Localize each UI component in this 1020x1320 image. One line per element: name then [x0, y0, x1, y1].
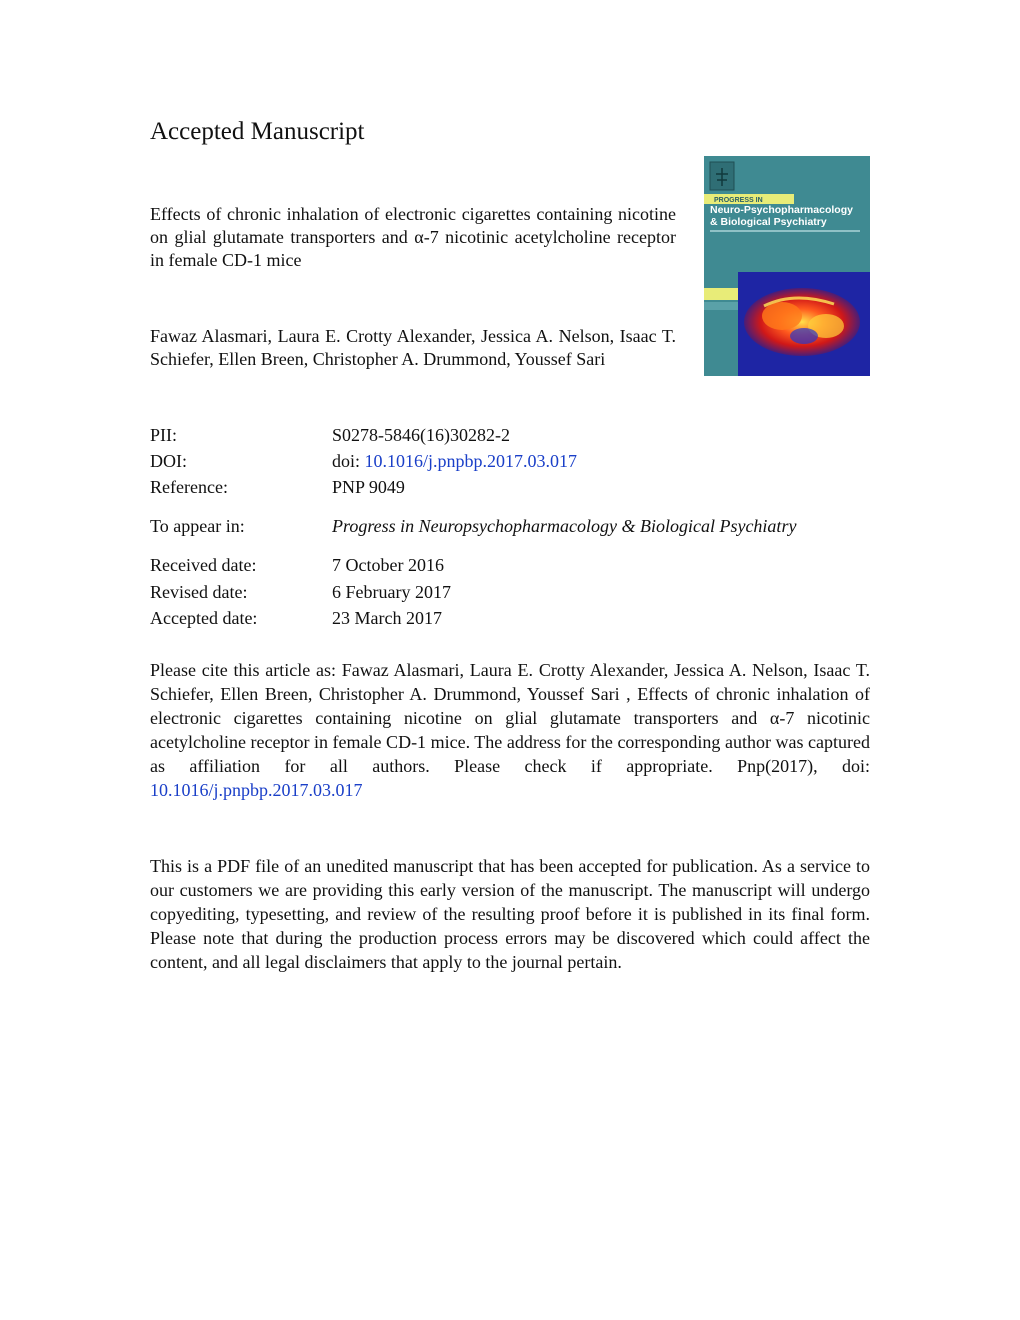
reference-value: PNP 9049 — [332, 477, 405, 497]
pii-value: S0278-5846(16)30282-2 — [332, 425, 510, 445]
doi-value — [332, 450, 577, 472]
reference-row — [150, 476, 870, 498]
cover-title-line1: PROGRESS IN — [714, 197, 763, 204]
page-heading: Accepted Manuscript — [150, 118, 365, 145]
disclaimer-paragraph: This is a PDF file of an unedited manuscript that has been accepted for publication. As a service to our customers we are providing this early version of the manuscript. The manuscript will undergo copyediting, typesetting, and review of the resulting proof before it is published in its final form. Please note that during the production process errors may be discovered which could affect the content, and all legal disclaimers that apply to the journal pertain. — [150, 856, 870, 972]
article-title: Effects of chronic inhalation of electronic cigarettes containing nicotine on glial glutamate transporters and α-7 nicotinic acetylcholine receptor in female CD-1 mice — [150, 204, 676, 270]
received-row — [150, 554, 870, 576]
citation-text: Please cite this article as: Fawaz Alasmari, Laura E. Crotty Alexander, Jessica A. Nelson, Isaac T. Schiefer, Ellen Breen, Christopher A. Drummond, Youssef Sari , Effects of chronic inhalation of electronic cigarettes containing nicotine on glial glutamate transporters and α-7 nicotinic acetylcholine receptor in female CD-1 mice. The address for the corresponding author was captured as affiliation for all authors. Please check if appropriate. Pnp(2017), doi: — [150, 660, 870, 776]
received-label: Received date: — [150, 555, 257, 575]
doi-prefix: doi: — [332, 451, 361, 471]
reference-label: Reference: — [150, 477, 228, 497]
revised-label: Revised date: — [150, 582, 248, 602]
citation-paragraph — [150, 658, 870, 802]
revised-row — [150, 581, 870, 603]
doi-label: DOI: — [150, 451, 187, 471]
pii-row — [150, 424, 870, 446]
received-value: 7 October 2016 — [332, 555, 444, 575]
journal-cover-image — [704, 156, 870, 376]
accepted-label: Accepted date: — [150, 608, 258, 628]
appear-in-label: To appear in: — [150, 516, 245, 536]
doi-row — [150, 450, 870, 472]
pii-label: PII: — [150, 425, 177, 445]
journal-name: Progress in Neuropsychopharmacology & Biological Psychiatry — [332, 516, 797, 536]
citation-doi-link[interactable]: 10.1016/j.pnpbp.2017.03.017 — [150, 780, 363, 800]
doi-link[interactable]: 10.1016/j.pnpbp.2017.03.017 — [364, 451, 578, 471]
appear-in-row — [150, 515, 870, 537]
accepted-row — [150, 607, 870, 629]
revised-value: 6 February 2017 — [332, 582, 451, 602]
accepted-value: 23 March 2017 — [332, 608, 442, 628]
cover-title-line3: & Biological Psychiatry — [710, 216, 827, 228]
cover-title-line2: Neuro-Psychopharmacology — [710, 204, 853, 216]
author-list: Fawaz Alasmari, Laura E. Crotty Alexander, Jessica A. Nelson, Isaac T. Schiefer, Ellen Breen, Christopher A. Drummond, Youssef Sari — [150, 326, 676, 369]
